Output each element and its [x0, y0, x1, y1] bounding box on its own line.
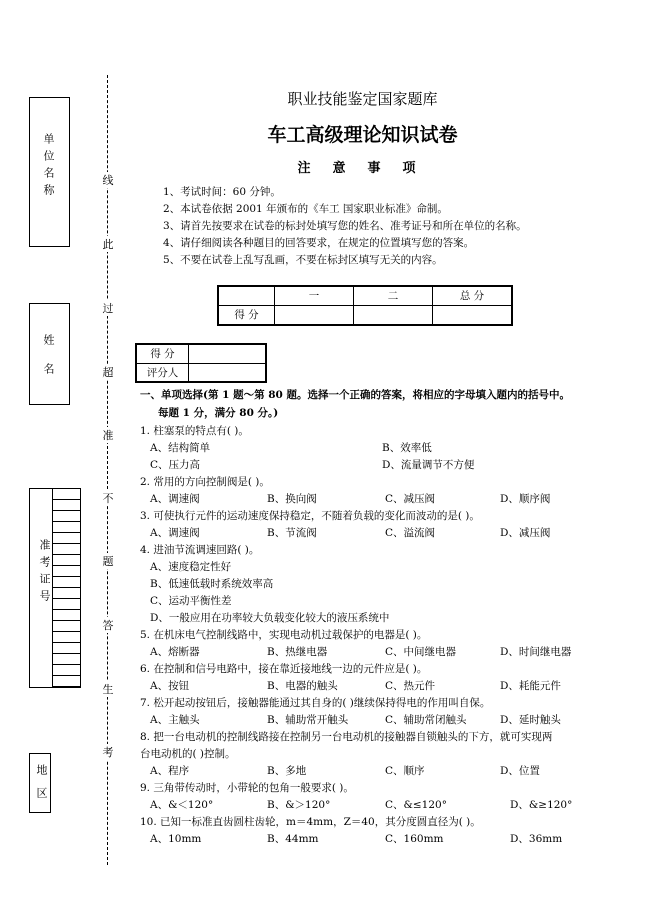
seal-char: 生: [102, 683, 114, 696]
seal-char: 考: [102, 746, 114, 759]
name-label: 姓名: [42, 334, 55, 392]
exam-number-grid: [52, 489, 81, 687]
grader-score-cell[interactable]: [189, 344, 267, 363]
score-table-header: [218, 286, 275, 305]
option: B、换向阀: [267, 493, 317, 505]
option: D、&≥120°: [510, 799, 573, 811]
region-label: 地区: [35, 764, 48, 810]
option: D、36mm: [510, 833, 563, 845]
grader-label: 评分人: [136, 363, 189, 382]
option: A、调速阀: [150, 527, 200, 539]
question-stem: 7. 松开起动按钮后，接触器能通过其自身的( )继续保持得电的作用叫自保。: [140, 697, 491, 709]
option: B、44mm: [267, 833, 319, 845]
exam-number-box[interactable]: [29, 488, 81, 688]
option: A、主触头: [150, 714, 200, 726]
question-stem: 3. 可使执行元件的运动速度保持稳定，不随着负载的变化而波动的是( )。: [140, 510, 480, 522]
option: A、按钮: [150, 680, 190, 692]
section-heading-cont: 每题 1 分，满分 80 分。): [158, 407, 279, 419]
seal-char: 线: [102, 174, 114, 187]
option: D、流量调节不方便: [382, 459, 475, 471]
question-stem: 8. 把一台电动机的控制线路接在控制另一台电动机的接触器自锁触头的下方，就可实现两: [140, 731, 553, 743]
option: B、节流阀: [267, 527, 317, 539]
option: C、溢流阀: [385, 527, 436, 539]
unit-name-label: 单位名称: [42, 133, 55, 201]
question-bank-title: 职业技能鉴定国家题库: [287, 90, 438, 108]
seal-char: 准: [102, 429, 114, 442]
option: B、辅助常开触头: [267, 714, 349, 726]
option: C、&≤120°: [385, 799, 447, 811]
score-row-label: 得 分: [218, 305, 275, 325]
option: D、位置: [500, 765, 540, 777]
option: B、效率低: [382, 442, 432, 454]
option: D、耗能元件: [500, 680, 561, 692]
grader-cell[interactable]: [189, 363, 267, 382]
seal-char: 过: [102, 302, 114, 315]
option: A、调速阀: [150, 493, 200, 505]
option: D、时间继电器: [500, 646, 572, 658]
question-stem: 1. 柱塞泵的特点有( )。: [140, 425, 249, 437]
question-stem: 10. 已知一标准直齿圆柱齿轮，m＝4mm，Z＝40，其分度圆直径为( )。: [140, 816, 481, 828]
option: A、结构简单: [150, 442, 211, 454]
seal-char: 超: [102, 366, 114, 379]
option: A、10mm: [150, 833, 202, 845]
question-stem: 6. 在控制和信号电路中，接在靠近接地线一边的元件应是( )。: [140, 663, 428, 675]
option: A、程序: [150, 765, 190, 777]
option: B、多地: [267, 765, 307, 777]
exam-title: 车工高级理论知识试卷: [267, 124, 458, 146]
option: D、一般应用在功率较大负载变化较大的液压系统中: [150, 612, 390, 624]
score-table-header: 总 分: [433, 286, 513, 305]
notice-heading: 注意事项: [297, 161, 438, 176]
question-stem-cont: 台电动机的( )控制。: [140, 748, 236, 760]
option: C、运动平衡性差: [150, 595, 232, 607]
option: C、减压阀: [385, 493, 436, 505]
score-table-header: 一: [275, 286, 354, 305]
seal-char: 此: [102, 238, 114, 251]
question-stem: 4. 进油节流调速回路( )。: [140, 544, 260, 556]
option: C、中间继电器: [385, 646, 457, 658]
option: C、顺序: [385, 765, 425, 777]
grader-score-label: 得 分: [136, 344, 189, 363]
option: C、160mm: [385, 833, 444, 845]
score-table: [217, 285, 513, 326]
option: B、热继电器: [267, 646, 328, 658]
option: A、&＜120°: [150, 799, 214, 811]
note-item: 1、考试时间：60 分钟。: [163, 186, 281, 198]
option: B、电器的触头: [267, 680, 338, 692]
score-table-header: 二: [354, 286, 433, 305]
option: A、熔断器: [150, 646, 200, 658]
score-cell[interactable]: [354, 305, 433, 325]
question-stem: 9. 三角带传动时，小带轮的包角一般要求( )。: [140, 782, 354, 794]
note-item: 5、不要在试卷上乱写乱画，不要在标封区填写无关的内容。: [163, 254, 443, 266]
note-item: 3、请首先按要求在试卷的标封处填写您的姓名、准考证号和所在单位的名称。: [163, 220, 527, 232]
option: D、减压阀: [500, 527, 551, 539]
score-cell[interactable]: [275, 305, 354, 325]
option: B、&＞120°: [267, 799, 331, 811]
note-item: 4、请仔细阅读各种题目的回答要求，在规定的位置填写您的答案。: [163, 237, 475, 249]
name-box[interactable]: [29, 303, 70, 405]
seal-char: 答: [102, 619, 114, 632]
option: A、速度稳定性好: [150, 561, 232, 573]
option: C、辅助常闭触头: [385, 714, 467, 726]
region-box[interactable]: [29, 753, 51, 813]
grader-box: [135, 343, 267, 383]
score-cell[interactable]: [433, 305, 513, 325]
option: D、延时触头: [500, 714, 561, 726]
question-stem: 5. 在机床电气控制线路中，实现电动机过载保护的电器是( )。: [140, 629, 428, 641]
option: C、压力高: [150, 459, 201, 471]
seal-char: 题: [102, 555, 114, 568]
section-heading: 一、单项选择(第 1 题～第 80 题。选择一个正确的答案，将相应的字母填入题内的括号中。: [140, 389, 571, 401]
note-item: 2、本试卷依据 2001 年颁布的《车工 国家职业标准》命制。: [163, 203, 448, 215]
option: C、热元件: [385, 680, 436, 692]
option: D、顺序阀: [500, 493, 551, 505]
question-stem: 2. 常用的方向控制阀是( )。: [140, 476, 270, 488]
seal-char: 不: [102, 492, 114, 505]
option: B、低速低载时系统效率高: [150, 578, 274, 590]
exam-number-label: 准考证号: [38, 539, 51, 607]
